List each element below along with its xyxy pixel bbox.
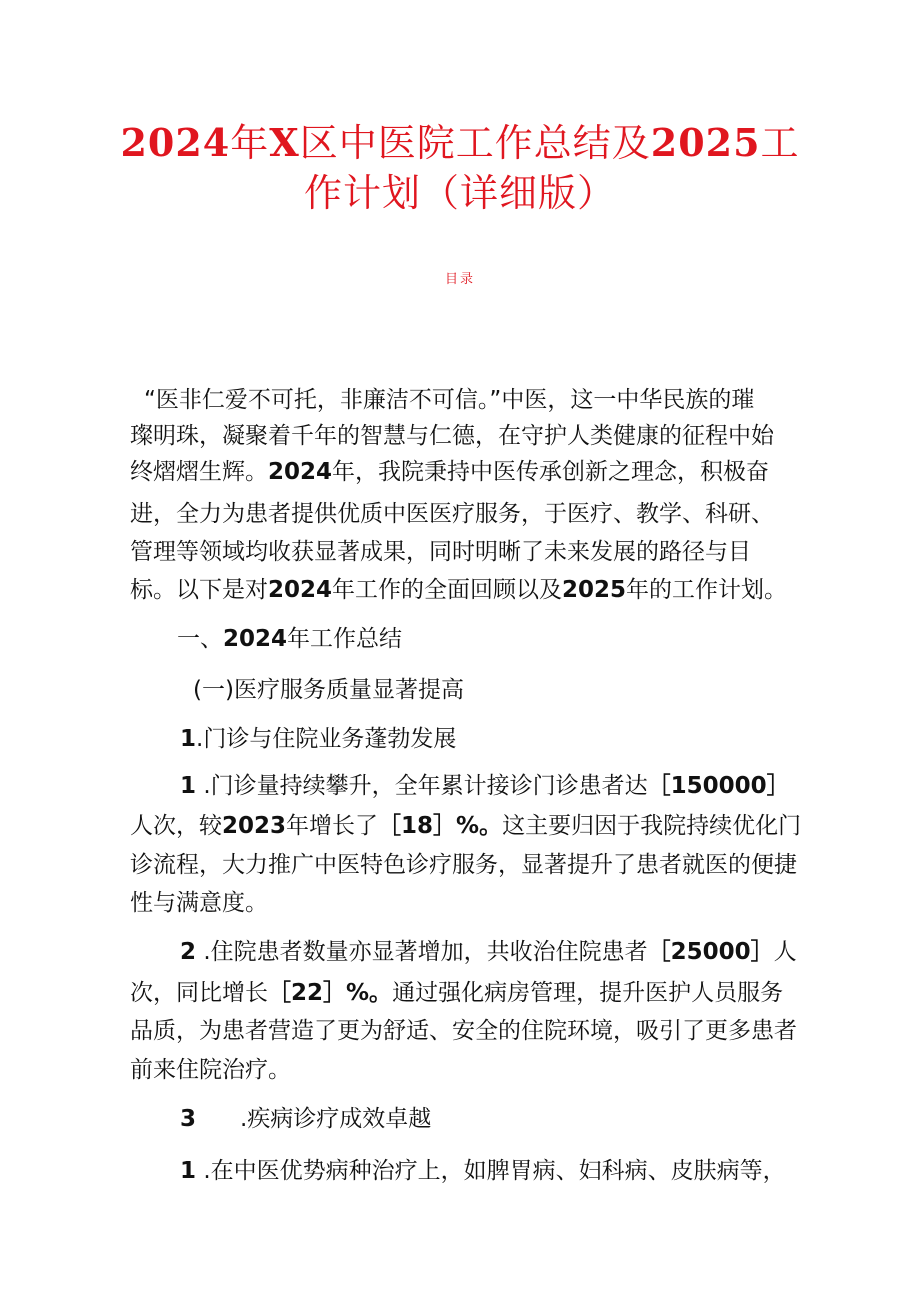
para-1-value-outpatients: ［150000］	[647, 773, 790, 799]
para-3-line-1-text: .在中医优势病种治疗上，如脾胃病、妇科病、皮肤病等，	[196, 1158, 786, 1184]
intro-line-5: 管理等领域均收获显著成果，同时明晰了未来发展的路径与目	[130, 539, 751, 565]
section-heading-1	[177, 624, 402, 654]
intro-line-6-a: 标。以下是对	[130, 577, 268, 603]
intro-line-2: 璨明珠，凝聚着千年的智慧与仁德，在守护人类健康的征程中始	[130, 423, 774, 449]
intro-line-4: 进，全力为患者提供优质中医医疗服务，于医疗、教学、科研、	[130, 501, 774, 527]
para-2-line-4: 前来住院治疗。	[130, 1057, 291, 1083]
para-3-line-1	[180, 1156, 786, 1186]
para-1-value-growth: ［18］%。	[378, 813, 503, 839]
para-2-line-1-a: .住院患者数量亦显著增加，共收治住院患者	[196, 939, 648, 965]
intro-year-2024: 2024	[268, 459, 333, 485]
intro-line-6-c: 年工作的全面回顾以及	[332, 577, 563, 603]
para-2-line-1	[180, 937, 797, 967]
subsection-heading-1: (一)医疗服务质量显著提高	[193, 677, 464, 703]
intro-line-3-c: 年，我院秉持中医传承创新之理念，积极奋	[332, 459, 770, 485]
intro-line-6-e: 年的工作计划。	[626, 577, 788, 603]
title-text-x: X	[269, 120, 300, 165]
para-3-number: 1	[180, 1158, 197, 1184]
item-3-number: 3	[180, 1106, 197, 1132]
intro-year-2025: 2025	[562, 577, 627, 603]
para-2-line-2-c: 通过强化病房管理，提升医护人员服务	[392, 980, 784, 1006]
intro-line-1: “医非仁爱不可托，非廉洁不可信。”中医，这一中华民族的璀	[144, 387, 755, 413]
para-1-line-3: 诊流程，大力推广中医特色诊疗服务，显著提升了患者就医的便捷	[130, 852, 797, 878]
title-year-2025: 2025	[650, 120, 761, 165]
intro-year-2024-b: 2024	[268, 577, 333, 603]
title-text-gong: 工	[760, 121, 800, 165]
para-1-line-4: 性与满意度。	[130, 890, 268, 916]
para-1-line-2-c: 年增长了	[286, 813, 379, 839]
title-year-2024: 2024	[120, 120, 231, 165]
item-heading-3	[180, 1104, 196, 1134]
para-2-value-inpatients: ［25000］	[647, 939, 774, 965]
para-1-year-2023: 2023	[222, 813, 287, 839]
section-text: 年工作总结	[287, 626, 403, 652]
item-text: .门诊与住院业务蓬勃发展	[196, 726, 457, 752]
title-text-nian: 年	[230, 121, 270, 165]
para-2-line-2-a: 次，同比增长	[130, 980, 268, 1006]
section-year: 2024	[223, 626, 288, 652]
para-1-line-1-a: .门诊量持续攀升，全年累计接诊门诊患者达	[196, 773, 648, 799]
para-2-line-3: 品质，为患者营造了更为舒适、安全的住院环境，吸引了更多患者	[130, 1018, 797, 1044]
para-1-number: 1	[180, 773, 197, 799]
item-heading-1	[180, 724, 456, 754]
para-1-line-2	[130, 811, 801, 841]
intro-line-3-a: 终熠熠生辉。	[130, 459, 268, 485]
para-2-line-2	[130, 978, 783, 1008]
para-2-number: 2	[180, 939, 197, 965]
intro-line-6	[130, 575, 787, 605]
document-title-line-2: 作计划（详细版）	[303, 171, 616, 215]
intro-line-3	[130, 457, 769, 487]
item-3-text: .疾病诊疗成效卓越	[240, 1106, 432, 1132]
para-2-value-growth: ［22］%。	[268, 980, 393, 1006]
para-2-line-1-c: 人	[773, 939, 797, 965]
item-number: 1	[180, 726, 197, 752]
para-1-line-1	[180, 771, 790, 801]
para-1-line-2-e: 这主要归因于我院持续优化门	[502, 813, 802, 839]
title-text-main: 区中医院工作总结及	[299, 121, 651, 165]
toc-label: 目录	[444, 272, 475, 287]
document-title-line-1	[120, 118, 800, 168]
section-prefix: 一、	[177, 626, 223, 652]
para-1-line-2-a: 人次，较	[130, 813, 222, 839]
